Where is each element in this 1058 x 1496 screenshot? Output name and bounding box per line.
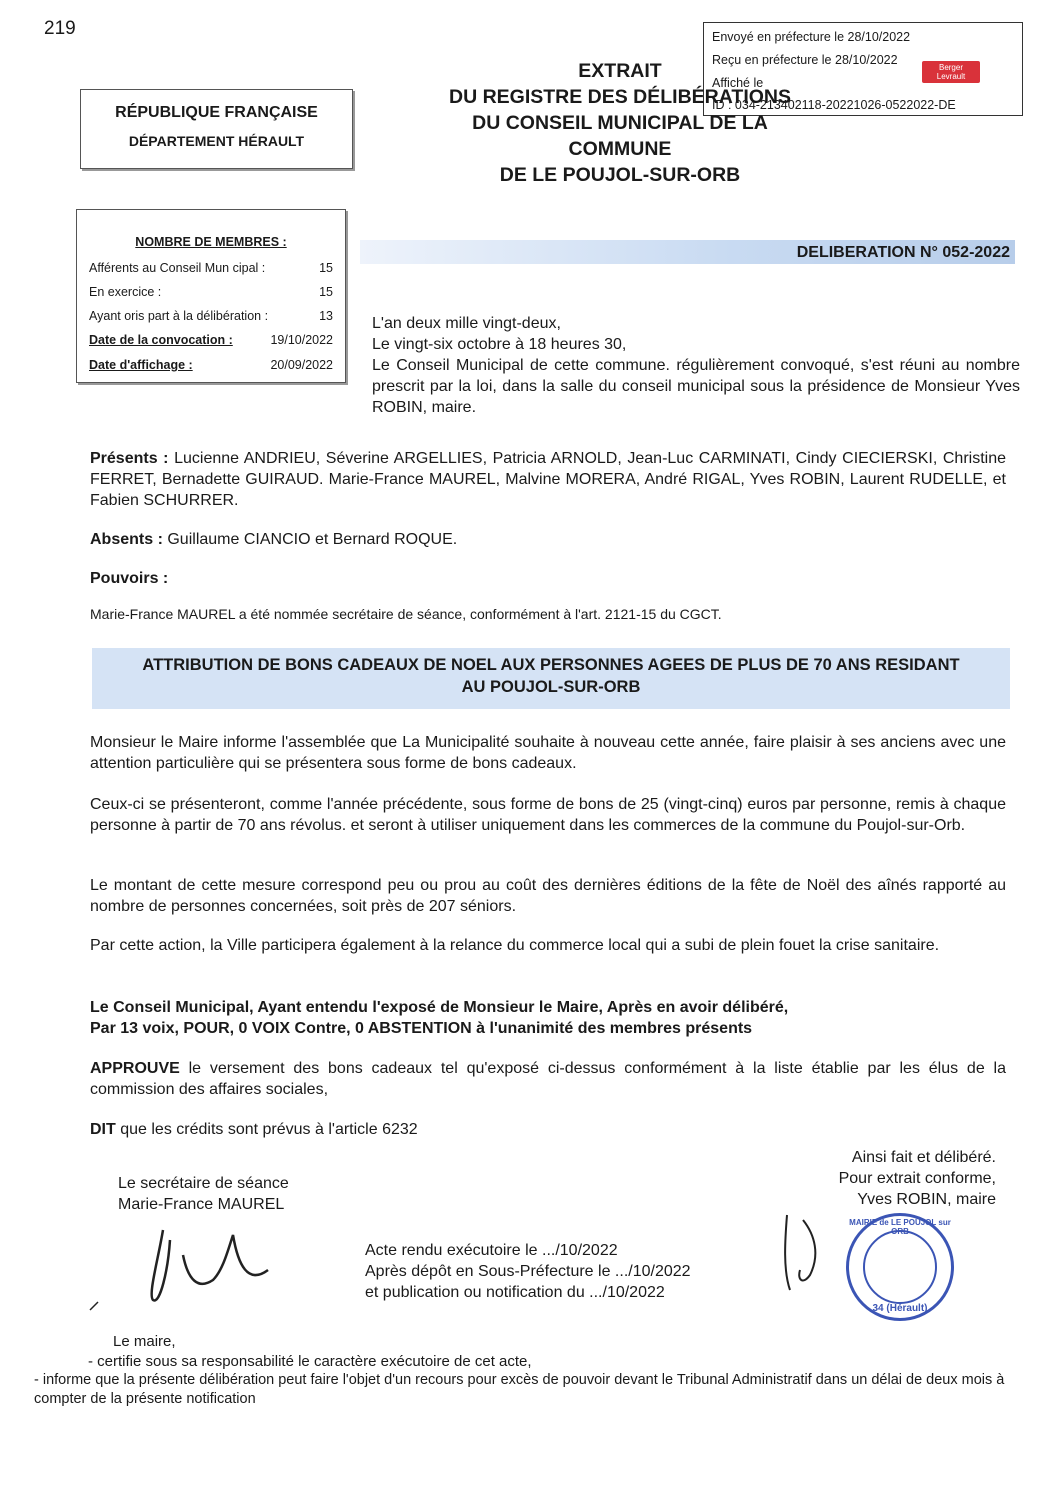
deliberation-number: DELIBERATION N° 052-2022 (796, 244, 1010, 261)
pouvoirs-label: Pouvoirs : (90, 570, 169, 587)
republique-label: RÉPUBLIQUE FRANÇAISE (115, 104, 318, 121)
secretary-block: Le secrétaire de séance Marie-France MAUREL (118, 1175, 289, 1213)
stamp-sent: Envoyé en préfecture le 28/10/2022 (712, 30, 911, 44)
departement-label: DÉPARTEMENT HÉRAULT (128, 133, 305, 149)
members-heading: NOMBRE DE MEMBRES : (135, 235, 287, 249)
secretary-note: Marie-France MAUREL a été nommée secrétaire de séance, conformément à l'art. 2121-15 du CGCT. (90, 606, 722, 622)
absents-list: Guillaume CIANCIO et Bernard ROQUE. (167, 531, 458, 548)
dit-paragraph: DIT que les crédits sont prévus à l'article 6232 (90, 1121, 418, 1138)
seal-inner-ring (863, 1230, 937, 1304)
absents-label: Absents : (90, 531, 163, 548)
page-number: 219 (44, 18, 76, 39)
presents-list: Lucienne ANDRIEU, Séverine ARGELLIES, Patricia ARNOLD, Jean-Luc CARMINATI, Cindy CIECIERSKI, Christine FERRET, Bernadette GUIRAUD. Marie-France MAUREL, Malvine MORERA, André RIGAL, Yves ROBIN, Laurent RUDELLE, et Fabien SCHURRER. (90, 450, 1006, 509)
presents-label: Présents : (90, 450, 169, 467)
mayor-signature (775, 1200, 835, 1300)
stamp-received: Reçu en préfecture le 28/10/2022 (712, 53, 898, 67)
absents-paragraph (90, 529, 1006, 550)
executoire-block: Acte rendu exécutoire le .../10/2022 Après dépôt en Sous-Préfecture le .../10/2022 et publication ou notification du .../10/2022 (365, 1242, 691, 1301)
document-title: EXTRAIT DU REGISTRE DES DÉLIBÉRATIONS DU CONSEIL MUNICIPAL DE LA COMMUNE DE LE POUJOL-SUR-ORB (448, 60, 791, 186)
seal-top-text: MAIRIE de LE POUJOL sur ORB (849, 1218, 951, 1236)
seal-bottom-text: 34 (Hérault) (872, 1303, 928, 1314)
footer-informe: - informe que la présente délibération peut faire l'objet d'un recours pour excès de pouvoir devant le Tribunal Administratif dans un délai de deux mois à compter de la présente notification (34, 1372, 1005, 1407)
stamp-id: ID : 034-213402118-20221026-0522022-DE (712, 98, 956, 112)
paragraph-4: Par cette action, la Ville participera également à la relance du commerce local qui a subi de plein fouet la crise sanitaire. (90, 937, 940, 954)
presents-paragraph (90, 448, 1006, 511)
secretary-signature (88, 1210, 288, 1320)
paragraph-2: Ceux-ci se présenteront, comme l'année précédente, sous forme de bons de 25 (vingt-cinq) euros par personne, remis à chaque personne à partir de 70 ans révolus. et seront à utiliser uniquement dans les commerces de la commune du Poujol-sur-Orb. (90, 796, 1006, 834)
footer-certifie: - certifie sous sa responsabilité le caractère exécutoire de cet acte, (88, 1353, 532, 1370)
town-hall-seal (846, 1213, 954, 1321)
stamp-posted: Affiché le (712, 76, 764, 90)
footer-mayor: Le maire, (113, 1333, 176, 1350)
berger-levrault-logo: Berger Levrault (922, 61, 980, 83)
members-box: NOMBRE DE MEMBRES : Afférents au Conseil Mun cipal : 15 En exercice : 15 Ayant oris part à la délibération : 13 Date de la convocation : 19/10/2022 Date d'affichage : 20/09/2022 (76, 209, 346, 383)
paragraph-3: Le montant de cette mesure correspond peu ou prou au coût des dernières éditions de la fête de Noël des aînés rapporté au nombre de personnes concernées, soit près de 207 séniors. (90, 877, 1006, 915)
mayor-block: Ainsi fait et délibéré. Pour extrait conforme, Yves ROBIN, maire (838, 1149, 996, 1208)
approuve-paragraph: APPROUVE le versement des bons cadeaux tel qu'exposé ci-dessus conformément à la liste établie par les élus de la commission des affaires sociales, (90, 1060, 1006, 1098)
republique-box (80, 89, 353, 169)
intro-text: L'an deux mille vingt-deux, Le vingt-six octobre à 18 heures 30, Le Conseil Municipal de cette commune. régulièrement convoqué, s'est réuni au nombre prescrit par la loi, dans la salle du conseil municipal sous la présidence de Monsieur Yves ROBIN, maire. (372, 315, 1020, 416)
subject-banner: ATTRIBUTION DE BONS CADEAUX DE NOEL AUX PERSONNES AGEES DE PLUS DE 70 ANS RESIDANT AU POUJOL-SUR-ORB (92, 648, 1010, 709)
vote-text: Le Conseil Municipal, Ayant entendu l'exposé de Monsieur le Maire, Après en avoir délibéré, Par 13 voix, POUR, 0 VOIX Contre, 0 ABSTENTION à l'unanimité des membres présents (90, 999, 789, 1037)
paragraph-1: Monsieur le Maire informe l'assemblée que La Municipalité souhaite à nouveau cette année, faire plaisir à ses anciens avec une attention particulière qui se présentera sous forme de bons cadeaux. (90, 734, 1006, 772)
